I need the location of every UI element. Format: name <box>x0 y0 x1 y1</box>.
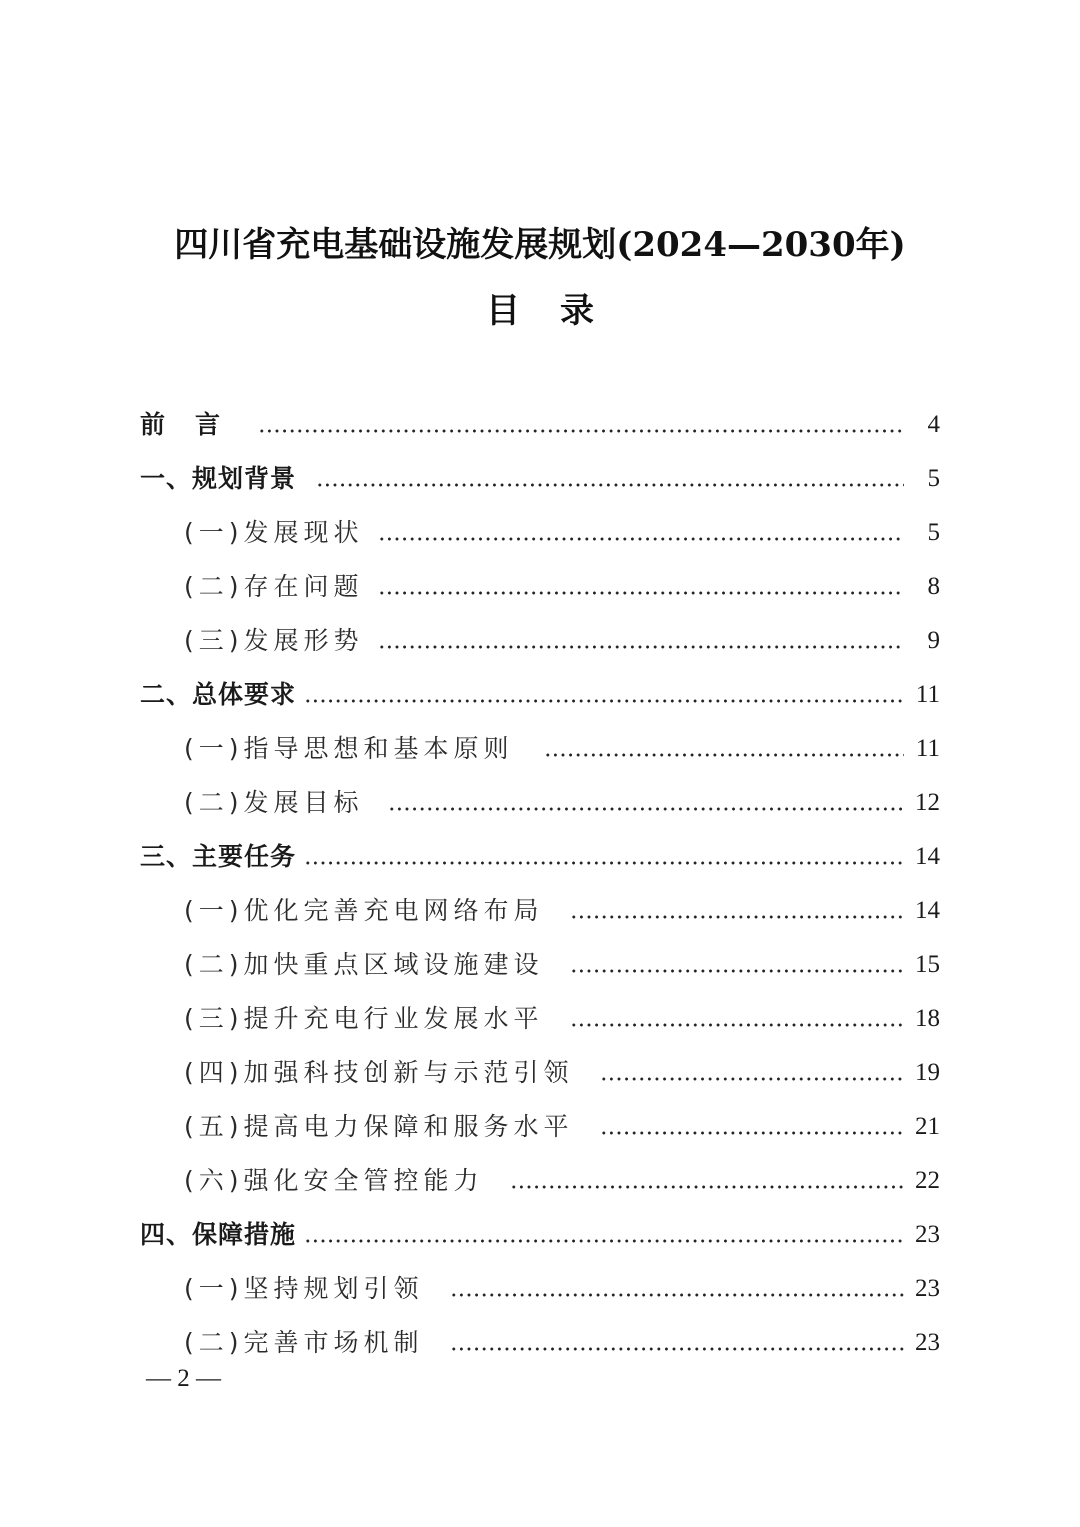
toc-entry-label: (一)指导思想和基本原则 <box>184 734 514 763</box>
toc-entry-subsection[interactable] <box>140 1048 940 1098</box>
toc-entry-label: (三)发展形势 <box>184 626 364 655</box>
toc-entry-page: 23 <box>915 1329 940 1356</box>
toc-entry-page: 23 <box>915 1221 940 1248</box>
dot-leader <box>378 562 904 612</box>
toc-entry-subsection[interactable] <box>140 940 940 990</box>
toc-entry-subsection[interactable] <box>140 994 940 1044</box>
dot-leader <box>378 508 904 558</box>
dot-leader <box>570 994 904 1044</box>
toc-entry-label: 二、总体要求 <box>140 680 297 709</box>
toc-entry-label: (一)发展现状 <box>184 518 364 547</box>
toc-entry-label: (二)发展目标 <box>184 788 364 817</box>
toc-entry-page: 4 <box>927 411 940 438</box>
toc-entry-page: 11 <box>915 681 940 708</box>
dot-leader <box>304 1210 904 1260</box>
toc-entry-page: 18 <box>915 1005 940 1032</box>
toc-entry-page: 11 <box>915 735 940 762</box>
toc-entry-preface[interactable] <box>140 400 940 450</box>
toc-entry-label: 四、保障措施 <box>140 1220 297 1249</box>
toc-entry-label: (五)提高电力保障和服务水平 <box>184 1112 574 1141</box>
dot-leader <box>450 1264 904 1314</box>
toc-entry-subsection[interactable] <box>140 562 940 612</box>
toc-entry-page: 8 <box>927 573 940 600</box>
toc-entry-label: (四)加强科技创新与示范引领 <box>184 1058 574 1087</box>
toc-entry-page: 21 <box>915 1113 940 1140</box>
toc-entry-page: 15 <box>915 951 940 978</box>
toc-entry-subsection[interactable] <box>140 616 940 666</box>
dot-leader <box>600 1102 904 1152</box>
toc-entry-page: 14 <box>915 897 940 924</box>
toc-entry-page: 12 <box>915 789 940 816</box>
dot-leader <box>570 940 904 990</box>
toc-entry-page: 9 <box>927 627 940 654</box>
toc-entry-label: (一)优化完善充电网络布局 <box>184 896 544 925</box>
dot-leader <box>510 1156 904 1206</box>
toc-entry-section-1[interactable] <box>140 454 940 504</box>
toc-entry-label: (三)提升充电行业发展水平 <box>184 1004 544 1033</box>
toc-entry-label: (二)加快重点区域设施建设 <box>184 950 544 979</box>
toc-entry-label: (六)强化安全管控能力 <box>184 1166 484 1195</box>
dot-leader <box>600 1048 904 1098</box>
toc-entry-label: 一、规划背景 <box>140 464 297 493</box>
toc-entry-label: (二)完善市场机制 <box>184 1328 424 1357</box>
toc-entry-label: (一)坚持规划引领 <box>184 1274 424 1303</box>
toc-entry-subsection[interactable] <box>140 1264 940 1314</box>
toc-entry-subsection[interactable] <box>140 778 940 828</box>
dot-leader <box>304 832 904 882</box>
dot-leader <box>304 670 904 720</box>
toc-entry-label: 前言 <box>140 410 251 439</box>
toc-entry-label: 三、主要任务 <box>140 842 297 871</box>
dot-leader <box>570 886 904 936</box>
dot-leader <box>388 778 904 828</box>
toc-entry-subsection[interactable] <box>140 724 940 774</box>
dot-leader <box>316 454 904 504</box>
toc-entry-subsection[interactable] <box>140 1102 940 1152</box>
toc-entry-subsection[interactable] <box>140 886 940 936</box>
toc-entry-subsection[interactable] <box>140 1156 940 1206</box>
toc-entry-page: 23 <box>915 1275 940 1302</box>
dot-leader <box>258 400 904 450</box>
toc-entry-page: 5 <box>927 465 940 492</box>
toc-entry-section-4[interactable] <box>140 1210 940 1260</box>
toc-heading: 目录 <box>486 291 634 331</box>
document-title: 四川省充电基础设施发展规划(2024—2030年) <box>174 225 906 265</box>
toc-entry-page: 22 <box>915 1167 940 1194</box>
dot-leader <box>378 616 904 666</box>
toc-entry-label: (二)存在问题 <box>184 572 364 601</box>
toc-entry-section-2[interactable] <box>140 670 940 720</box>
toc-entry-subsection[interactable] <box>140 1318 940 1368</box>
toc-entry-page: 19 <box>915 1059 940 1086</box>
toc-entry-section-3[interactable] <box>140 832 940 882</box>
dot-leader <box>450 1318 904 1368</box>
dot-leader <box>544 724 904 774</box>
toc-entry-page: 14 <box>915 843 940 870</box>
toc-entry-page: 5 <box>927 519 940 546</box>
page-number-footer: — 2 — <box>146 1365 221 1392</box>
toc-entry-subsection[interactable] <box>140 508 940 558</box>
